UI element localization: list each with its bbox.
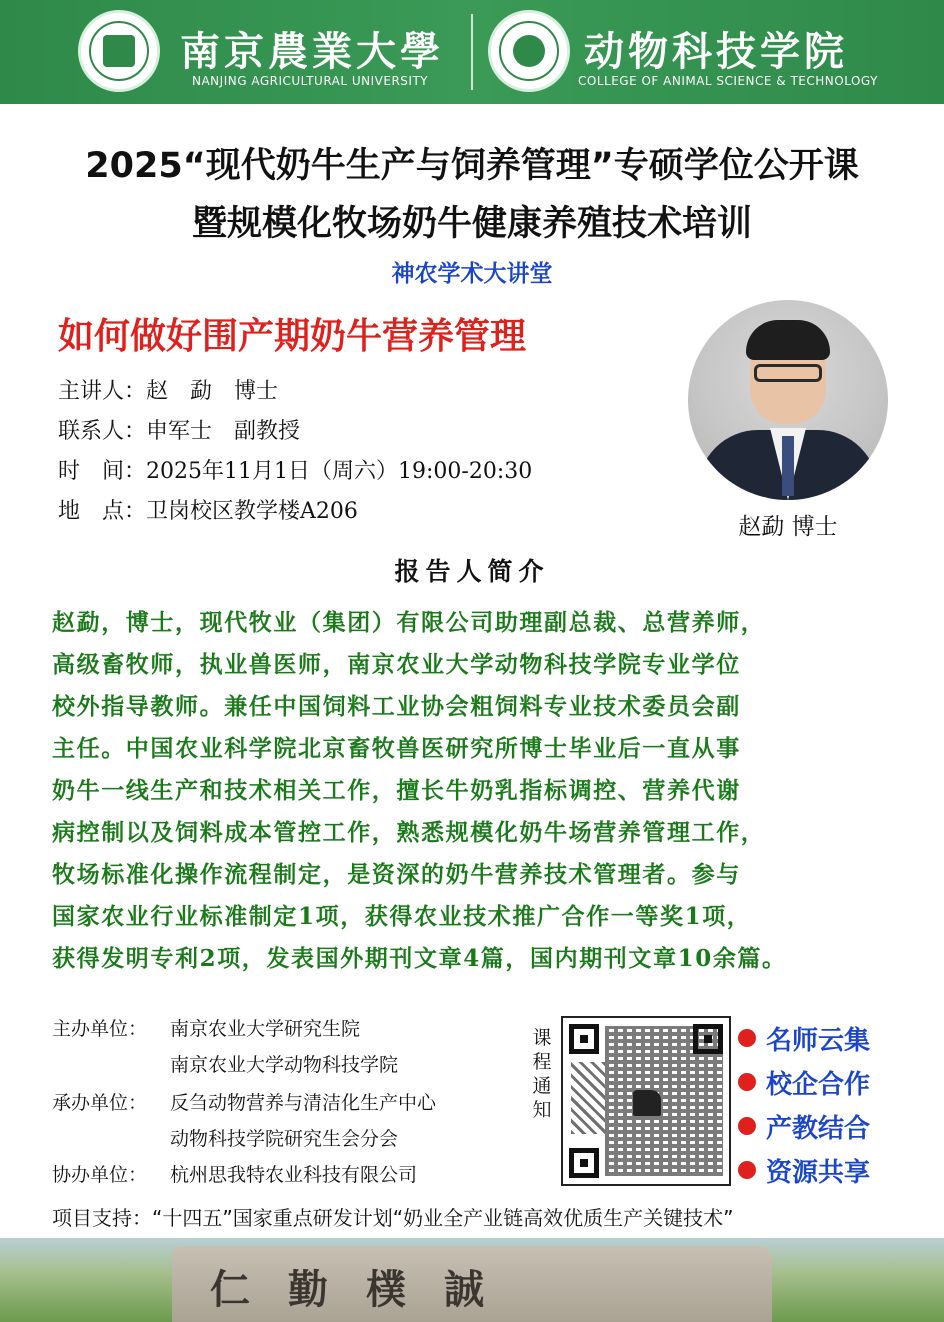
bio-line: 牧场标准化操作流程制定，是资深的奶牛营养技术管理者。参与 [52,861,741,888]
undertake-label: 承办单位： [52,1092,148,1114]
highlight-item: 名师云集 [738,1020,870,1057]
assist-label: 协办单位： [52,1164,148,1186]
project-support [52,1202,733,1231]
lecture-series: 神农学术大讲堂 [391,261,553,287]
header-banner [0,0,944,104]
support-text: “十四五”国家重点研发计划“奶业全产业链高效优质生产关键技术” [152,1206,734,1230]
host-label: 主办单位： [52,1018,148,1040]
highlight-item: 校企合作 [738,1064,870,1101]
university-seal-icon [78,10,160,92]
speaker-photo-caption: 赵勐 博士 [738,514,838,540]
contact-value: 申军士 副教授 [146,419,301,444]
time-row [58,454,532,485]
qr-caption: 课程通知 [532,1027,552,1121]
bio-line: 奶牛一线生产和技术相关工作，擅长牛奶乳指标调控、营养代谢 [52,777,741,804]
college-name-cn: 动物科技学院 [584,28,848,75]
undertake-org: 动物科技学院研究生会分会 [170,1128,399,1150]
college-logo-icon [488,10,570,92]
university-name-cn: 南京農業大學 [180,28,444,75]
bio-line: 获得发明专利2项，发表国外期刊文章4篇，国内期刊文章10余篇。 [52,945,787,972]
place-row [58,494,358,525]
header-divider [471,14,473,90]
dinosaur-icon [633,1090,661,1116]
highlight-item: 资源共享 [738,1152,870,1189]
host-org: 南京农业大学动物科技学院 [170,1054,399,1076]
bio-line: 校外指导教师。兼任中国饲料工业协会粗饲料专业技术委员会副 [52,693,741,720]
bio-line: 主任。中国农业科学院北京畜牧兽医研究所博士毕业后一直从事 [52,735,741,762]
bio-heading: 报告人简介 [394,557,550,586]
time-value: 2025年11月1日（周六）19:00-20:30 [146,459,533,484]
bullet-icon [738,1073,756,1091]
place-label: 地 点： [58,499,147,524]
highlight-item: 产教结合 [738,1108,870,1145]
main-title-line1: 2025“现代奶牛生产与饲养管理”专硕学位公开课 [85,146,859,186]
bio-line: 赵勐，博士，现代牧业（集团）有限公司助理副总裁、总营养师， [52,609,766,636]
university-name-en: NANJING AGRICULTURAL UNIVERSITY [192,74,429,88]
time-label: 时 间： [58,459,147,484]
bio-line: 病控制以及饲料成本管控工作，熟悉规模化奶牛场营养管理工作， [52,819,766,846]
speaker-row [58,374,278,405]
speaker-value: 赵 勐 博士 [146,379,279,404]
talk-topic: 如何做好围产期奶牛营养管理 [58,316,527,357]
place-value: 卫岗校区教学楼A206 [146,499,358,524]
contact-row [58,414,300,445]
undertake-org: 反刍动物营养与清洁化生产中心 [170,1092,437,1114]
qr-code [561,1016,731,1186]
college-name-en: COLLEGE OF ANIMAL SCIENCE & TECHNOLOGY [578,74,878,88]
speaker-label: 主讲人： [58,379,147,404]
contact-label: 联系人： [58,419,147,444]
speaker-photo [688,300,888,500]
footer-image [0,1238,944,1322]
support-label: 项目支持： [52,1206,152,1230]
bullet-icon [738,1117,756,1135]
host-org: 南京农业大学研究生院 [170,1018,361,1040]
main-title-line2: 暨规模化牧场奶牛健康养殖技术培训 [191,204,752,244]
bullet-icon [738,1029,756,1047]
bio-line: 国家农业行业标准制定1项，获得农业技术推广合作一等奖1项， [52,903,752,930]
motto-text: 仁勤樸誠 [210,1266,522,1313]
bullet-icon [738,1161,756,1179]
bio-line: 高级畜牧师，执业兽医师，南京农业大学动物科技学院专业学位 [52,651,741,678]
assist-org: 杭州思我特农业科技有限公司 [170,1164,418,1186]
